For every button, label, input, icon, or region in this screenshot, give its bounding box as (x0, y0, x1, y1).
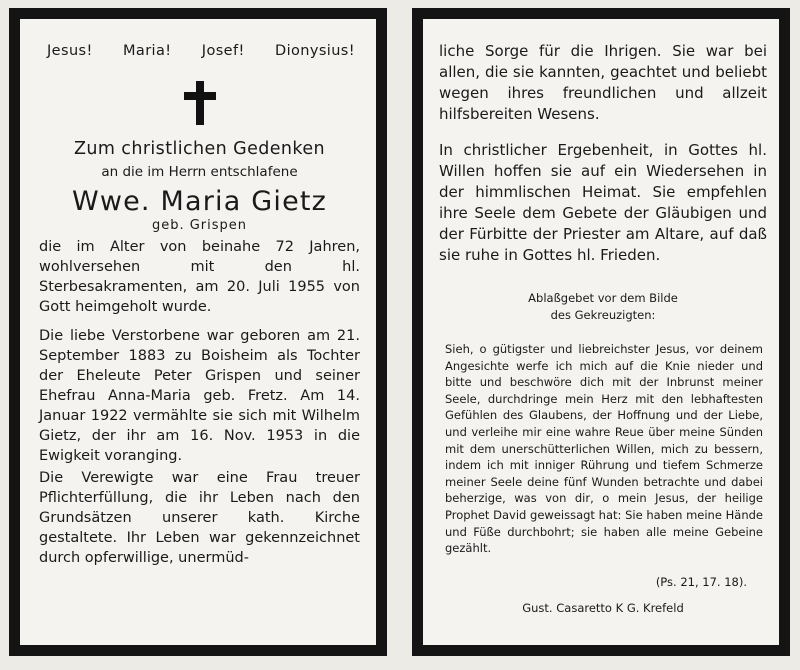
death-notice-paragraph: die im Alter von beinahe 72 Jahren, wohlversehen mit den hl. Sterbesakramenten, am 20. Juli 1955 von Gott heimgeholt wurde. (39, 239, 360, 315)
printer-imprint: Gust. Casaretto K G. Krefeld (522, 600, 684, 615)
right-card-panel (423, 19, 779, 645)
memorial-card-right (412, 8, 790, 656)
prayer-heading (439, 290, 767, 324)
character-paragraph: Die Verewigte war eine Frau treuer Pflichterfüllung, die ihr Leben nach den Grundsätzen unserer kath. Kirche gestaltete. Ihr Leben war gekennzeichnet durch opferwillige, unermüd- (39, 470, 360, 566)
indulgence-prayer-text: Sieh, o gütigster und liebreichster Jesus, vor deinem Angesichte werfe ich mich auf die Knie nieder und bitte und beschwöre dich mit der Inbrunst meiner Seele, durchdringe mein Herz mit den lebhaftesten Gefühlen des Glaubens, der Hoffnung und der Liebe, und verleihe mir eine wahre Reue über meine Sünden mit dem unerschütterlichen Willen, mich zu bessern, indem ich mit inniger Rührung und tiefem Schmerze meiner Seele deine fünf Wunden betrachte und dabei beherzige, was von dir, o mein Jesus, der heilige Prophet David geweissagt hat: Sie haben meine Hände und Füße durchbohrt; sie haben alle meine Gebeine gezählt. (445, 342, 763, 556)
saint-josef: Josef! (201, 43, 245, 59)
biography-paragraph: Die liebe Verstorbene war geboren am 21. September 1883 zu Boisheim als Tochter der Eheleute Peter Grispen und seiner Ehefrau Anna-Maria geb. Fretz. Am 14. Januar 1922 vermählte sie sich mit Wilhelm Gietz, der ihr am 16. Nov. 1953 in die Ewigkeit voranging. (39, 328, 360, 464)
saint-jesus: Jesus! (47, 43, 93, 59)
left-card-panel (20, 19, 376, 645)
saints-invocation (39, 43, 360, 59)
psalm-reference: (Ps. 21, 17. 18). (655, 574, 747, 589)
prayer-heading-line1: Ablaßgebet vor dem Bilde (528, 291, 678, 305)
memorial-title: Zum christlichen Gedenken (74, 139, 325, 159)
prayer-heading-line2: des Gekreuzigten: (550, 308, 656, 322)
memorial-subtitle: an die im Herrn entschlafene (101, 164, 298, 180)
deceased-name: Wwe. Maria Gietz (71, 186, 328, 217)
saint-dionysius: Dionysius! (275, 43, 355, 59)
continuation-paragraph: liche Sorge für die Ihrigen. Sie war bei allen, die sie kannten, geachtet und beliebt wegen ihres freundlichen und allzeit hilfsbereiten Wesens. (439, 42, 767, 123)
saint-maria: Maria! (123, 43, 172, 59)
maiden-name: geb. Grispen (151, 218, 248, 233)
memorial-card-left (9, 8, 387, 656)
latin-cross-icon (184, 81, 216, 125)
hope-paragraph: In christlicher Ergebenheit, in Gottes hl. Willen hoffen sie auf ein Wiedersehen in der himmlischen Heimat. Sie empfehlen ihre Seele dem Gebete der Gläubigen und der Fürbitte der Priester am Altare, auf daß sie ruhe in Gottes hl. Frieden. (439, 141, 767, 264)
